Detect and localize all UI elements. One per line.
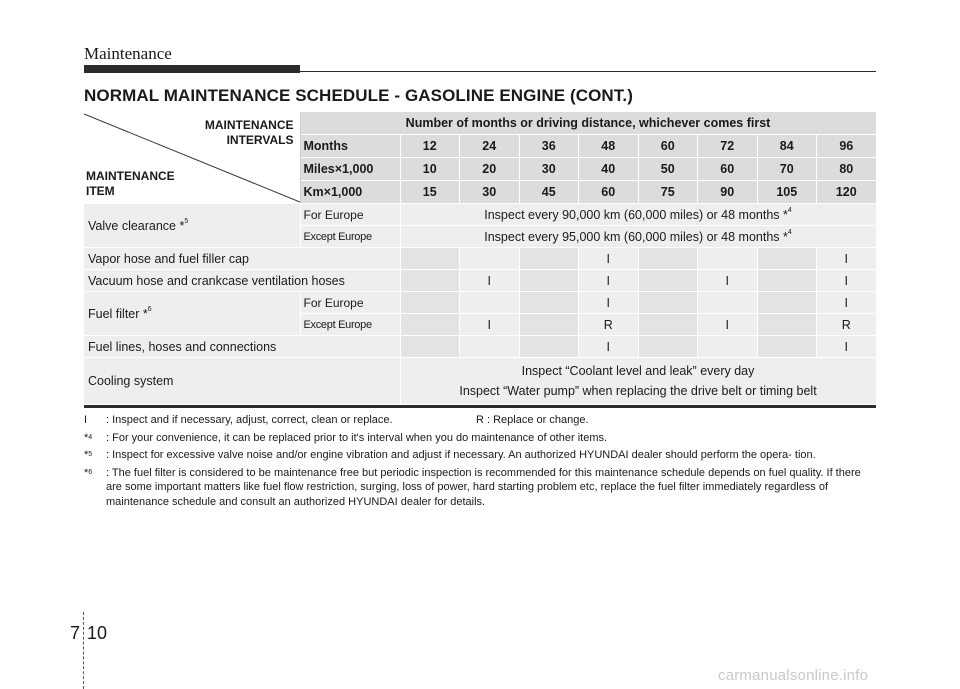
- valve-row-europe: [84, 204, 876, 226]
- title-rule: [84, 71, 876, 72]
- vapor-cell: [638, 248, 698, 270]
- vacuum-cell: I: [817, 270, 877, 292]
- vacuum-cell: [400, 270, 460, 292]
- months-cell: 60: [638, 134, 698, 157]
- page-heading: NORMAL MAINTENANCE SCHEDULE - GASOLINE ENGINE (CONT.): [84, 86, 633, 105]
- corner-bottom-line-2: ITEM: [86, 184, 115, 198]
- fuel-filter-except-cell: I: [698, 314, 758, 336]
- fuel-lines-cell: I: [817, 336, 877, 358]
- fuel-lines-cell: [519, 336, 579, 358]
- cooling-text-line-2: Inspect “Water pump” when replacing the drive belt or timing belt: [459, 384, 817, 398]
- miles-cell: 10: [400, 157, 460, 180]
- note-5-asterisk: *: [84, 449, 89, 461]
- km-cell: 30: [460, 180, 520, 203]
- fuel-filter-except-cell: [757, 314, 817, 336]
- corner-bottom-line-1: MAINTENANCE: [86, 169, 175, 183]
- valve-except-text-content: Inspect every 95,000 km (60,000 miles) or 48 months *: [484, 229, 788, 244]
- valve-item-text: Valve clearance *: [88, 218, 185, 233]
- fuel-filter-europe-cell: [460, 292, 520, 314]
- note-6-number: 6: [88, 468, 93, 476]
- km-cell: 45: [519, 180, 579, 203]
- vapor-cell: I: [817, 248, 877, 270]
- vapor-cell: [400, 248, 460, 270]
- miles-cell: 60: [698, 157, 758, 180]
- vacuum-cell: [638, 270, 698, 292]
- fuel-filter-europe-cell: I: [817, 292, 877, 314]
- vacuum-row: [84, 270, 876, 292]
- fuel-filter-except-cell: [400, 314, 460, 336]
- valve-europe-footnote: 4: [787, 206, 792, 214]
- km-cell: 75: [638, 180, 698, 203]
- note-4-asterisk: *: [84, 431, 89, 444]
- note-4-mark: [84, 431, 92, 446]
- vapor-cell: [460, 248, 520, 270]
- vacuum-cell: [757, 270, 817, 292]
- note-5: [84, 448, 876, 463]
- vacuum-cell: [519, 270, 579, 292]
- table-bottom-rule: [84, 405, 876, 408]
- cooling-item-label: Cooling system: [84, 358, 400, 405]
- cooling-text-line-1: Inspect “Coolant level and leak” every day: [521, 364, 755, 378]
- corner-top-line-1: MAINTENANCE: [204, 118, 294, 132]
- km-cell: 120: [817, 180, 877, 203]
- fuel-filter-europe-cell: [638, 292, 698, 314]
- maintenance-table-wrapper: [84, 112, 876, 408]
- corner-top-label: [205, 118, 294, 148]
- fuel-filter-europe-cell: I: [579, 292, 639, 314]
- interval-span-header: Number of months or driving distance, whichever comes first: [300, 112, 876, 134]
- km-cell: 60: [579, 180, 639, 203]
- miles-cell: 40: [579, 157, 639, 180]
- miles-cell: 50: [638, 157, 698, 180]
- fuel-lines-cell: [638, 336, 698, 358]
- months-cell: 36: [519, 134, 579, 157]
- months-label: Months: [300, 134, 400, 157]
- note-inspect-mark: I: [84, 414, 88, 426]
- miles-label: Miles×1,000: [300, 157, 400, 180]
- km-cell: 90: [698, 180, 758, 203]
- note-6-text: : The fuel filter is considered to be maintenance free but periodic inspection is recommended for this maintenance schedule depends on fuel quality. If there are some important matters like fuel flow restriction, surging, loss of power, hard starting problem etc, replace the fuel filter immediately regardless of maintenance schedule and consult an authorized HYUNDAI dealer for details.: [106, 466, 861, 508]
- valve-europe-text-content: Inspect every 90,000 km (60,000 miles) or 48 months *: [484, 207, 788, 222]
- section-title: Maintenance: [84, 44, 172, 63]
- page-number: 10: [87, 623, 108, 643]
- fuel-filter-europe-cell: [519, 292, 579, 314]
- months-cell: 12: [400, 134, 460, 157]
- miles-cell: 30: [519, 157, 579, 180]
- fuel-filter-row-europe: [84, 292, 876, 314]
- corner-top-line-2: INTERVALS: [226, 133, 294, 147]
- note-5-mark: [84, 448, 92, 463]
- watermark: carmanualsonline.info: [718, 667, 869, 684]
- section-number: 7: [70, 623, 81, 643]
- fuel-filter-item-label: [84, 292, 300, 336]
- km-cell: 105: [757, 180, 817, 203]
- cooling-row: [84, 358, 876, 405]
- vacuum-cell: I: [460, 270, 520, 292]
- cooling-text: [400, 358, 876, 405]
- page-divider-line: [83, 612, 84, 689]
- miles-cell: 80: [817, 157, 877, 180]
- months-cell: 96: [817, 134, 877, 157]
- km-label: Km×1,000: [300, 180, 400, 203]
- fuel-filter-item-text: Fuel filter *: [88, 306, 148, 321]
- valve-except-footnote: 4: [787, 228, 792, 236]
- valve-item-label: [84, 204, 300, 248]
- miles-cell: 20: [460, 157, 520, 180]
- header-row-span: [84, 112, 876, 134]
- miles-cell: 70: [757, 157, 817, 180]
- vacuum-item-label: Vacuum hose and crankcase ventilation hoses: [84, 270, 400, 292]
- fuel-filter-europe-cell: [698, 292, 758, 314]
- note-5-number: 5: [88, 451, 93, 458]
- fuel-filter-europe-cell: [757, 292, 817, 314]
- valve-item-footnote: 5: [184, 217, 189, 225]
- note-inspect: [84, 413, 876, 428]
- fuel-filter-except-cell: I: [460, 314, 520, 336]
- months-cell: 72: [698, 134, 758, 157]
- fuel-filter-except-cell: R: [579, 314, 639, 336]
- valve-except-text: [400, 226, 876, 248]
- note-6-asterisk: *: [84, 466, 89, 479]
- fuel-filter-europe-label: For Europe: [300, 292, 400, 314]
- vapor-cell: [519, 248, 579, 270]
- maintenance-schedule-table: [84, 112, 877, 405]
- fuel-lines-cell: I: [579, 336, 639, 358]
- fuel-filter-except-cell: R: [817, 314, 877, 336]
- fuel-filter-except-cell: [519, 314, 579, 336]
- vapor-cell: I: [579, 248, 639, 270]
- months-cell: 24: [460, 134, 520, 157]
- note-inspect-text: : Inspect and if necessary, adjust, correct, clean or replace.: [106, 414, 393, 426]
- footnotes: [84, 413, 876, 512]
- months-cell: 48: [579, 134, 639, 157]
- vapor-item-label: Vapor hose and fuel filler cap: [84, 248, 400, 270]
- months-cell: 84: [757, 134, 817, 157]
- fuel-lines-cell: [460, 336, 520, 358]
- note-replace-text: R : Replace or change.: [476, 414, 589, 426]
- valve-europe-label: For Europe: [300, 204, 400, 226]
- diagonal-header-cell: [84, 112, 300, 204]
- note-4-number: 4: [88, 433, 93, 441]
- fuel-lines-item-label: Fuel lines, hoses and connections: [84, 336, 400, 358]
- fuel-filter-footnote: 6: [147, 305, 152, 313]
- note-4: [84, 431, 876, 446]
- note-6: [84, 466, 876, 510]
- vacuum-cell: I: [579, 270, 639, 292]
- note-5-text: : Inspect for excessive valve noise and/or engine vibration and adjust if necessary. An authorized HYUNDAI dealer should perform the opera- tion.: [106, 449, 816, 461]
- fuel-lines-cell: [400, 336, 460, 358]
- fuel-lines-cell: [757, 336, 817, 358]
- fuel-filter-except-label: Except Europe: [300, 314, 400, 336]
- vacuum-cell: I: [698, 270, 758, 292]
- fuel-filter-except-cell: [638, 314, 698, 336]
- fuel-lines-cell: [698, 336, 758, 358]
- fuel-filter-europe-cell: [400, 292, 460, 314]
- vapor-row: [84, 248, 876, 270]
- fuel-lines-row: [84, 336, 876, 358]
- km-cell: 15: [400, 180, 460, 203]
- vapor-cell: [757, 248, 817, 270]
- note-6-mark: [84, 466, 92, 481]
- valve-except-label: Except Europe: [300, 226, 400, 248]
- corner-bottom-label: [86, 169, 175, 199]
- valve-europe-text: [400, 204, 876, 226]
- note-4-text: : For your convenience, it can be replaced prior to it's interval when you do maintenance of other items.: [106, 431, 608, 444]
- vapor-cell: [698, 248, 758, 270]
